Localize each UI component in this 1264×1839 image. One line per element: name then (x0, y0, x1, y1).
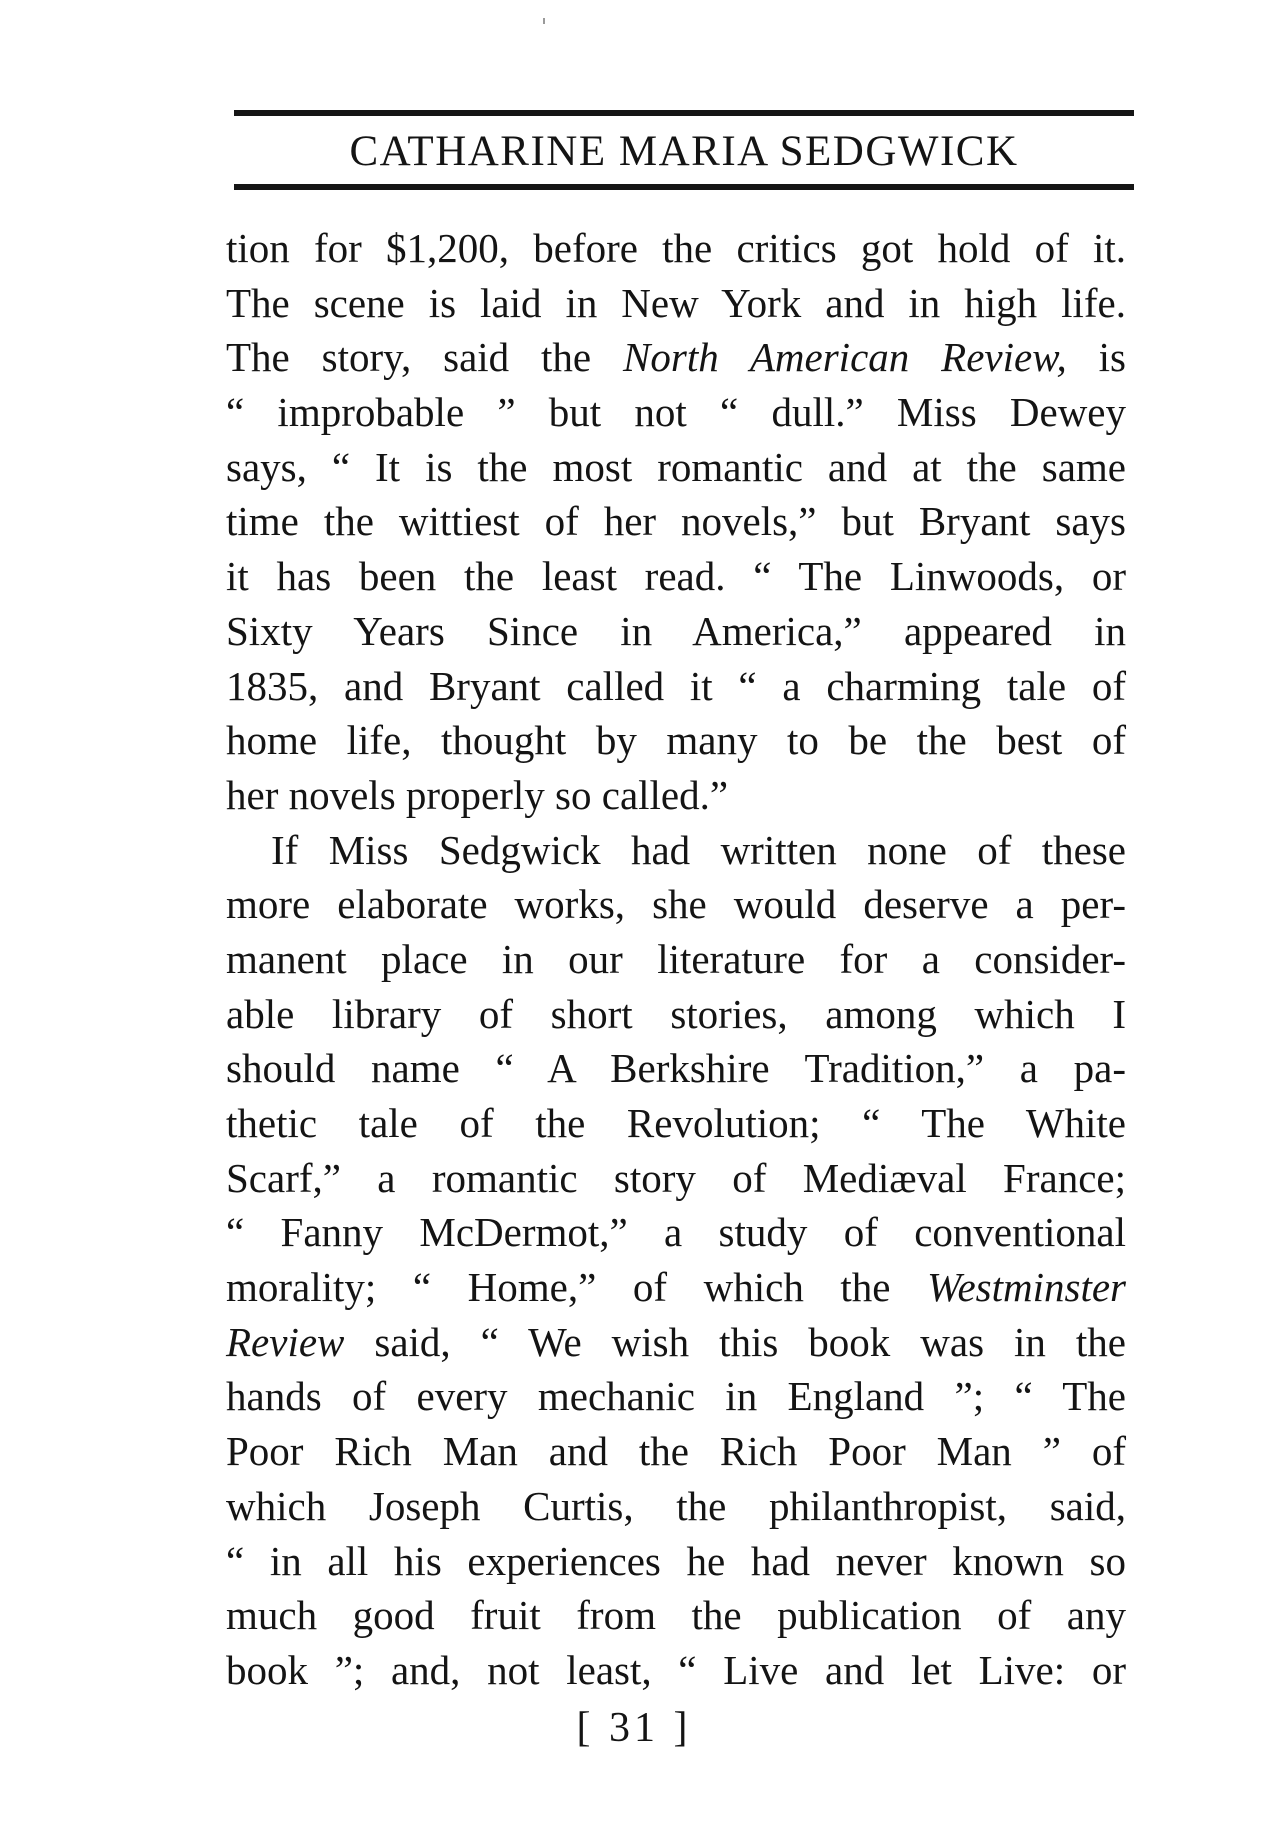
text-line: 1835, and Bryant called it “ a charming tale of (226, 662, 1126, 709)
text-line: If Miss Sedgwick had written none of these (271, 826, 1126, 873)
text-line: should name “ A Berkshire Tradition,” a pa- (226, 1045, 1126, 1092)
text-line: “ in all his experiences he had never known so (226, 1537, 1126, 1584)
text-line: home life, thought by many to be the best of (226, 717, 1126, 764)
text-line: more elaborate works, she would deserve a per- (226, 881, 1126, 928)
page-number: [ 31 ] (576, 1705, 692, 1751)
text-line: Poor Rich Man and the Rich Poor Man ” of (226, 1428, 1126, 1475)
text-line: The scene is laid in New York and in high life. (226, 279, 1126, 326)
text-line: tion for $1,200, before the critics got hold of it. (226, 225, 1126, 271)
text-run: is (1066, 334, 1126, 381)
periodical-title: Westminster (927, 1264, 1126, 1311)
text-run: said, “ We wish this book was in the (344, 1318, 1126, 1365)
text-run: morality; “ Home,” of which the (226, 1264, 928, 1311)
text-line (226, 1315, 1126, 1370)
paragraph-1 (226, 221, 1126, 823)
periodical-title: Review (226, 1318, 345, 1365)
text-line: thetic tale of the Revolution; “ The White (226, 1100, 1126, 1146)
text-line: much good fruit from the publication of any (226, 1592, 1126, 1639)
text-line: her novels properly so called.” (226, 771, 729, 818)
header-rule-bottom (234, 184, 1134, 190)
text-run: The story, said the (226, 334, 624, 381)
text-line: which Joseph Curtis, the philanthropist, said, (226, 1482, 1126, 1529)
text-line: manent place in our literature for a consider- (226, 935, 1126, 982)
text-line: “ improbable ” but not “ dull.” Miss Dewey (226, 389, 1126, 436)
text-line (226, 330, 1126, 385)
text-line: Sixty Years Since in America,” appeared in (226, 607, 1126, 654)
text-line (226, 1260, 1126, 1315)
text-line: hands of every mechanic in England ”; “ The (226, 1373, 1126, 1420)
running-head: CATHARINE MARIA SEDGWICK (349, 128, 1019, 175)
periodical-title: North American Review, (623, 334, 1067, 381)
print-speck (543, 18, 545, 24)
text-line: able library of short stories, among which I (226, 990, 1126, 1037)
paragraph-2 (226, 823, 1126, 1698)
body-text (226, 221, 1126, 1698)
header-rule-top (234, 110, 1134, 116)
text-line: “ Fanny McDermot,” a study of conventional (226, 1209, 1126, 1256)
text-line: it has been the least read. “ The Linwoods, or (226, 553, 1126, 600)
text-line: book ”; and, not least, “ Live and let Live: or (226, 1646, 1126, 1693)
text-line: time the wittiest of her novels,” but Bryant says (226, 498, 1126, 545)
text-line: Scarf,” a romantic story of Mediæval France; (226, 1154, 1126, 1201)
text-line: says, “ It is the most romantic and at the same (226, 443, 1126, 490)
